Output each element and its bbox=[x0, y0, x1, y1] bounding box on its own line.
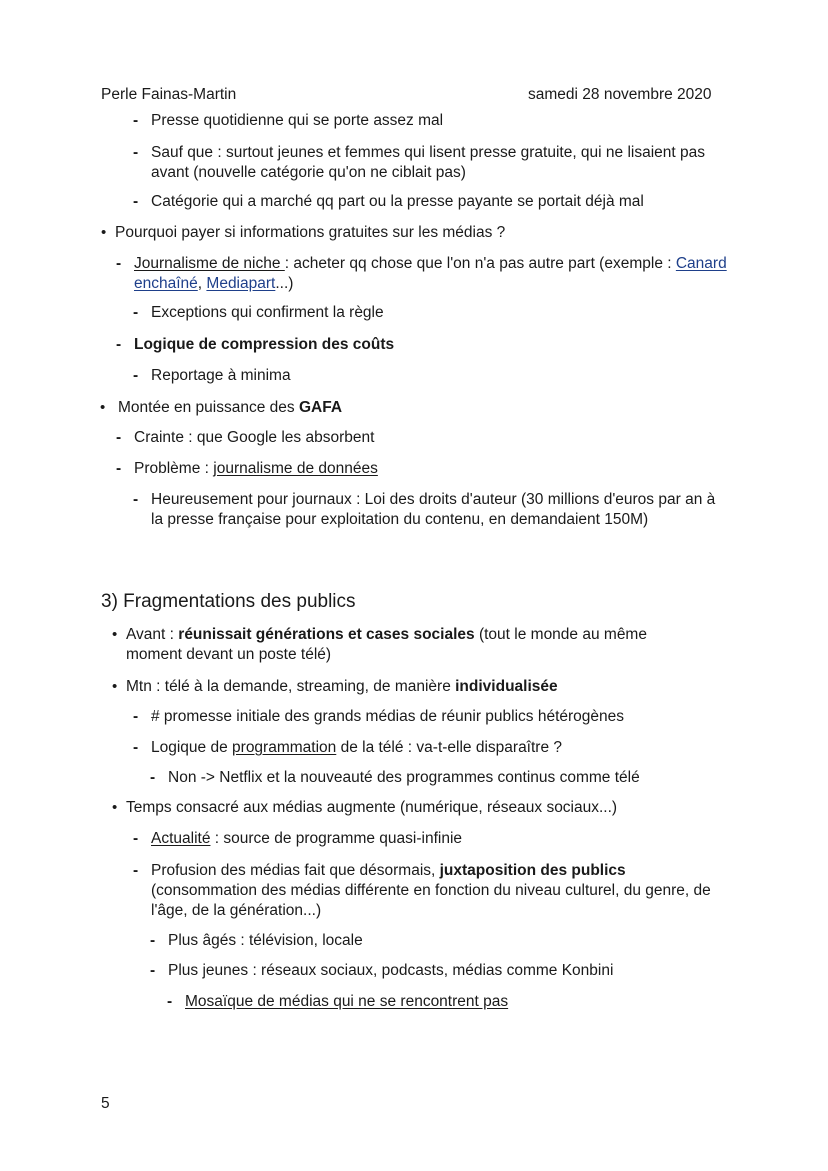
list-item bbox=[116, 459, 714, 479]
list-item-text: Presse quotidienne qui se porte assez mal bbox=[151, 112, 444, 129]
list-item bbox=[150, 961, 708, 981]
list-item-text: Plus jeunes : réseaux sociaux, podcasts, médias comme Konbini bbox=[168, 962, 614, 979]
list-item-text: Non -> Netflix et la nouveauté des programmes continus comme télé bbox=[168, 769, 640, 786]
list-item bbox=[100, 398, 718, 418]
dash-marker: - bbox=[167, 993, 173, 1010]
dash-marker: - bbox=[150, 932, 156, 949]
list-item-text: # promesse initiale des grands médias de réunir publics hétérogènes bbox=[151, 708, 625, 725]
list-item bbox=[112, 677, 706, 697]
text-segment: ...) bbox=[275, 275, 294, 292]
header-date: samedi 28 novembre 2020 bbox=[528, 86, 712, 103]
list-item bbox=[150, 768, 728, 788]
canard-enchaine-link[interactable]: Canard enchaîné bbox=[134, 255, 727, 292]
mediapart-link[interactable]: Mediapart bbox=[206, 275, 276, 292]
text-segment: : acheter qq chose que l'on n'a pas autre part (exemple : bbox=[284, 255, 676, 272]
dash-marker: - bbox=[133, 862, 139, 879]
list-item bbox=[101, 223, 725, 243]
gafa-term: GAFA bbox=[298, 399, 343, 416]
text-segment: Profusion des médias fait que désormais, bbox=[151, 862, 440, 879]
list-item-text: Temps consacré aux médias augmente (numérique, réseaux sociaux...) bbox=[126, 799, 618, 816]
dash-marker: - bbox=[133, 304, 139, 321]
bullet-marker: • bbox=[101, 224, 107, 241]
dash-marker: - bbox=[133, 367, 139, 384]
bold-phrase: juxtaposition des publics bbox=[439, 862, 626, 879]
list-item-text: Pourquoi payer si informations gratuites sur les médias ? bbox=[115, 224, 506, 241]
list-item bbox=[133, 861, 711, 921]
dash-marker: - bbox=[116, 255, 122, 272]
list-item-text bbox=[118, 398, 718, 418]
list-item bbox=[133, 111, 731, 131]
dash-marker: - bbox=[133, 112, 139, 129]
text-segment: Problème : bbox=[134, 460, 214, 477]
list-item-text: Sauf que : surtout jeunes et femmes qui lisent presse gratuite, qui ne lisaient pas avant (nouvelle catégorie qu'on ne ciblait pas) bbox=[151, 144, 706, 181]
dash-marker: - bbox=[150, 962, 156, 979]
dash-marker: - bbox=[116, 460, 122, 477]
list-item-text bbox=[151, 861, 711, 921]
dash-marker: - bbox=[133, 491, 139, 508]
list-item-text: Catégorie qui a marché qq part ou la presse payante se portait déjà mal bbox=[151, 193, 644, 210]
list-item bbox=[133, 707, 731, 727]
text-segment: Mtn : télé à la demande, streaming, de manière bbox=[126, 678, 456, 695]
text-segment: de la télé : va-t-elle disparaître ? bbox=[336, 739, 563, 756]
dash-marker: - bbox=[150, 769, 156, 786]
list-item-text: Heureusement pour journaux : Loi des droits d'auteur (30 millions d'euros par an à la presse française pour exploitation du contenu, en demandaient 150M) bbox=[151, 491, 716, 528]
list-item bbox=[167, 992, 705, 1012]
list-item bbox=[133, 366, 711, 386]
text-segment: (consommation des médias différente en fonction du niveau culturel, du genre, de l'âge, de la génération...) bbox=[151, 882, 711, 919]
list-item-text: Exceptions qui confirment la règle bbox=[151, 304, 384, 321]
list-item bbox=[112, 798, 716, 818]
programmation-term: programmation bbox=[232, 739, 337, 756]
page-number: 5 bbox=[101, 1095, 110, 1112]
list-item-text: Mosaïque de médias qui ne se rencontrent pas bbox=[185, 993, 509, 1010]
list-item-text bbox=[134, 459, 714, 479]
list-item-text: Reportage à minima bbox=[151, 367, 291, 384]
dash-marker: - bbox=[133, 830, 139, 847]
list-item bbox=[133, 303, 711, 323]
actualite-term: Actualité bbox=[151, 830, 211, 847]
list-item bbox=[133, 738, 731, 758]
list-item bbox=[150, 931, 708, 951]
list-item-text bbox=[151, 738, 731, 758]
data-journalism-term: journalisme de données bbox=[213, 460, 378, 477]
dash-marker: - bbox=[133, 739, 139, 756]
text-segment: Logique de bbox=[151, 739, 233, 756]
bullet-marker: • bbox=[112, 626, 118, 643]
dash-marker: - bbox=[116, 429, 122, 446]
list-item bbox=[133, 829, 711, 849]
list-item bbox=[112, 625, 706, 665]
text-segment: , bbox=[197, 275, 207, 292]
dash-marker: - bbox=[133, 708, 139, 725]
list-item bbox=[116, 428, 714, 448]
list-item-text: Plus âgés : télévision, locale bbox=[168, 932, 363, 949]
list-item bbox=[133, 143, 731, 183]
list-item-text bbox=[126, 677, 706, 697]
bullet-marker: • bbox=[100, 399, 106, 416]
list-item-text: Logique de compression des coûts bbox=[134, 336, 395, 353]
bold-phrase: individualisée bbox=[455, 678, 558, 695]
bullet-marker: • bbox=[112, 799, 118, 816]
list-item-text bbox=[134, 254, 734, 294]
text-segment: Avant : bbox=[126, 626, 179, 643]
text-segment: : source de programme quasi-infinie bbox=[210, 830, 463, 847]
niche-journalism-term: Journalisme de niche bbox=[134, 255, 285, 272]
bullet-marker: • bbox=[112, 678, 118, 695]
list-item-text: Crainte : que Google les absorbent bbox=[134, 429, 375, 446]
dash-marker: - bbox=[133, 144, 139, 161]
section-heading: 3) Fragmentations des publics bbox=[101, 591, 356, 612]
list-item bbox=[133, 192, 731, 212]
header-author: Perle Fainas-Martin bbox=[101, 86, 237, 103]
dash-marker: - bbox=[133, 193, 139, 210]
list-item bbox=[133, 490, 721, 530]
text-segment: Montée en puissance des bbox=[118, 399, 299, 416]
bold-phrase: réunissait générations et cases sociales bbox=[178, 626, 475, 643]
list-item-text bbox=[126, 625, 706, 665]
dash-marker: - bbox=[116, 336, 122, 353]
list-item-text bbox=[151, 829, 711, 849]
list-item bbox=[116, 335, 714, 355]
text-segment: (tout le monde au même moment devant un poste télé) bbox=[126, 626, 647, 663]
list-item bbox=[116, 254, 734, 294]
